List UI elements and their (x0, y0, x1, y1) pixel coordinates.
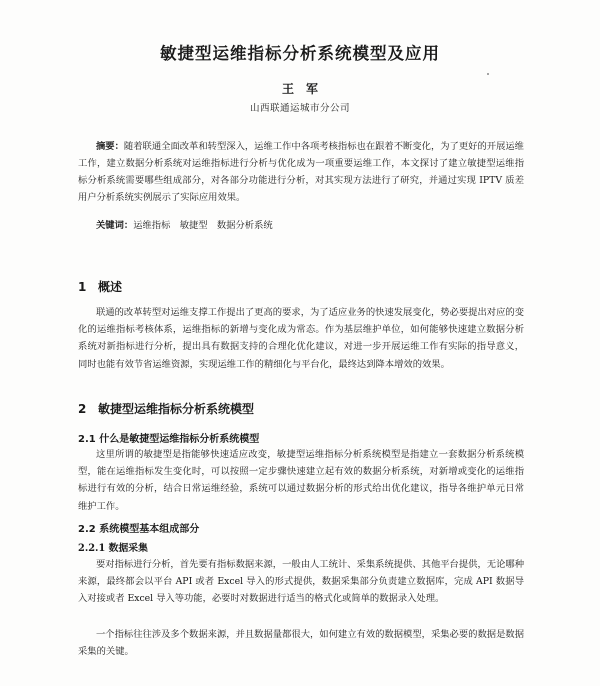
section-2-2-1-body-1: 要对指标进行分析，首先要有指标数据来源，一般由人工统计、采集系统提供、其他平台提供，无论哪种来源，最终都会以平台 API 或者 Excel 导入的形式提供，数据采集部分负责建立数据库，完成 API 数据导入对接或者 Excel 导入等功能，必要时对数据进行适当的格式化或简单的数据录入处理。 (78, 559, 524, 605)
abstract (78, 138, 524, 206)
section-2-2-heading: 2.2 系统模型基本组成部分 (78, 524, 200, 535)
section-2-title: 敏捷型运维指标分析系统模型 (98, 402, 255, 416)
paper-title: 敏捷型运维指标分析系统模型及应用 (160, 44, 440, 63)
section-2-1-body: 这里所谓的敏捷型是指能够快速适应改变，敏捷型运维指标分析系统模型是指建立一套数据分析系统模型，能在运维指标发生变化时，可以按照一定步骤快速建立起有效的数据分析系统，对新增或变化的运维指标进行有效的分析，结合日常运维经验，系统可以通过数据分析的形式给出优化建议，指导各维护单元日常维护工作。 (78, 449, 524, 512)
section-2-1-heading: 2.1 什么是敏捷型运维指标分析系统模型 (78, 434, 260, 445)
section-2-number: 2 (78, 402, 87, 416)
paper-author: 王军 (281, 82, 330, 96)
section-2-2-1-body-2: 一个指标往往涉及多个数据来源，并且数据量都很大，如何建立有效的数据模型，采集必要的数据是数据采集的关键。 (78, 629, 524, 658)
abstract-label: 摘要： (96, 141, 124, 152)
keywords-label: 关键词： (96, 220, 134, 231)
section-1-title: 概述 (98, 280, 123, 294)
keywords-text: 运维指标 敏捷型 数据分析系统 (133, 220, 273, 231)
section-1-heading (78, 278, 518, 295)
section-1-number: 1 (78, 280, 87, 294)
section-2-heading (78, 400, 518, 417)
keywords (96, 217, 516, 234)
scan-speck (487, 73, 489, 75)
paper-affiliation: 山西联通运城市分公司 (249, 103, 350, 114)
section-1-body: 联通的改革转型对运维支撑工作提出了更高的要求，为了适应业务的快速发展变化，势必要提出对应的变化的运维指标考核体系，运维指标的新增与变化成为常态。作为基层维护单位，如何能够快速建立数据分析系统对新指标进行分析，提出具有数据支持的合理化优化建议，对进一步开展运维工作有实际的指导意义，同时也能有效节省运维资源，实现运维工作的精细化与平台化，最终达到降本增效的效果。 (78, 307, 524, 370)
abstract-text: 随着联通全面改革和转型深入，运维工作中各项考核指标也在跟着不断变化，为了更好的开展运维工作，建立数据分析系统对运维指标进行分析与优化成为一项重要运维工作，本文探讨了建立敏捷型运维指标分析系统需要哪些组成部分，对各部分功能进行分析，对其实现方法进行了研究，并通过实现 IPTV 质差用户分析系统实例展示了实际应用效果。 (78, 141, 524, 203)
section-2-2-1-heading: 2.2.1 数据采集 (78, 543, 148, 554)
